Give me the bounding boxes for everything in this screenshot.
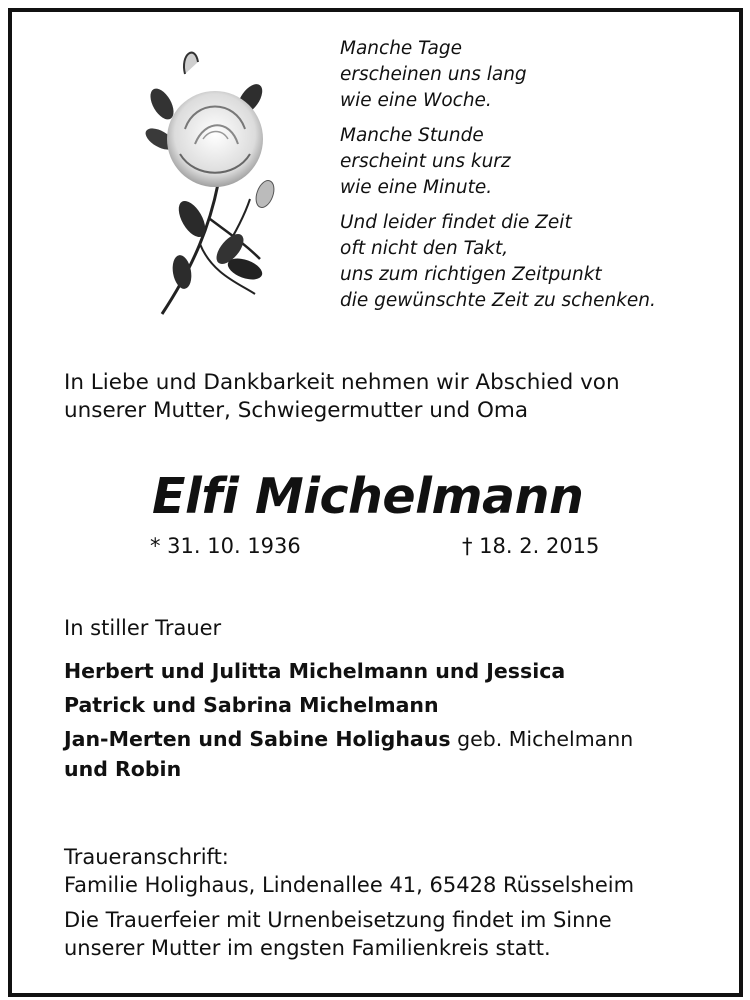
address-value: Familie Holighaus, Lindenallee 41, 65428 Rüsselsheim (64, 873, 635, 897)
poem-line: Und leider findet die Zeit (340, 212, 572, 233)
mourner-line: und Robin (64, 757, 182, 781)
ceremony-note (64, 906, 612, 962)
intro-text (64, 369, 620, 425)
poem-line: erscheinen uns lang (340, 64, 527, 85)
poem-line: die gewünschte Zeit zu schenken. (340, 290, 656, 311)
birth-date: * 31. 10. 1936 (150, 534, 301, 558)
poem-line: Manche Stunde (340, 125, 484, 146)
address-label: Traueranschrift: (64, 845, 229, 869)
poem-line: oft nicht den Takt, (340, 238, 509, 259)
poem-line: wie eine Minute. (340, 177, 493, 198)
poem-line: uns zum richtigen Zeitpunkt (340, 264, 602, 285)
intro-line-1: In Liebe und Dankbarkeit nehmen wir Abschied von (64, 370, 620, 395)
ceremony-line-2: unserer Mutter im engsten Familienkreis statt. (64, 936, 551, 960)
mourning-label: In stiller Trauer (64, 616, 222, 640)
mourner-line: Patrick und Sabrina Michelmann (64, 693, 439, 717)
mourner-names: Jan-Merten und Sabine Holighaus (64, 727, 451, 751)
poem-line: erscheint uns kurz (340, 151, 511, 172)
ceremony-line-1: Die Trauerfeier mit Urnenbeisetzung findet im Sinne (64, 908, 612, 932)
poem-stanza-1 (340, 36, 656, 114)
death-date: † 18. 2. 2015 (462, 534, 600, 558)
mourning-address (64, 843, 634, 899)
mourner-line: Herbert und Julitta Michelmann und Jessica (64, 659, 566, 683)
poem (340, 36, 656, 323)
poem-stanza-3 (340, 210, 656, 314)
maiden-name: geb. Michelmann (450, 727, 634, 751)
poem-line: wie eine Woche. (340, 90, 492, 111)
intro-line-2: unserer Mutter, Schwiegermutter und Oma (64, 398, 529, 423)
mourners-list (64, 654, 633, 782)
mourner-line (64, 722, 633, 756)
poem-stanza-2 (340, 123, 656, 201)
poem-line: Manche Tage (340, 38, 463, 59)
rose-icon (140, 44, 290, 320)
deceased-name: Elfi Michelmann (152, 468, 584, 525)
